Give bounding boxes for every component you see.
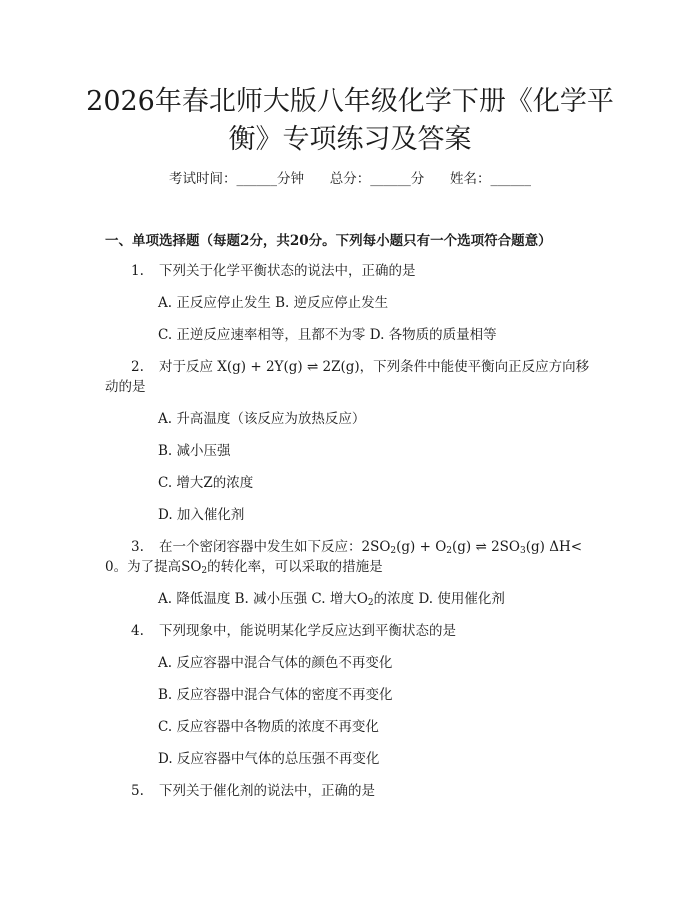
question-1-options-line1: A. 正反应停止发生 B. 逆反应停止发生 <box>158 295 389 311</box>
document-title-line1: 2026年春北师大版八年级化学下册《化学平 <box>86 86 614 117</box>
question-stem: 下列现象中，能说明某化学反应达到平衡状态的是 <box>159 623 456 639</box>
question-number: 4. <box>131 623 144 639</box>
question-5 <box>131 782 375 800</box>
question-3 <box>131 538 582 560</box>
question-number: 1. <box>131 263 144 279</box>
question-4-option-c: C. 反应容器中各物质的浓度不再变化 <box>158 719 379 735</box>
question-number: 3. <box>131 539 144 555</box>
question-4 <box>131 622 456 640</box>
question-2-option-d: D. 加入催化剂 <box>158 507 245 523</box>
question-2-option-a: A. 升高温度（该反应为放热反应） <box>158 411 366 427</box>
question-4-option-d: D. 反应容器中气体的总压强不再变化 <box>158 751 380 767</box>
question-stem: 下列关于催化剂的说法中，正确的是 <box>159 783 375 799</box>
exam-meta: 考试时间：______分钟 总分：______分 姓名：______ <box>169 171 531 187</box>
question-2-option-b: B. 减小压强 <box>158 443 231 459</box>
question-1 <box>131 262 416 280</box>
question-4-option-b: B. 反应容器中混合气体的密度不再变化 <box>158 687 393 703</box>
question-4-option-a: A. 反应容器中混合气体的颜色不再变化 <box>158 655 393 671</box>
question-2 <box>131 358 589 376</box>
question-number: 5. <box>131 783 144 799</box>
question-1-options-line2: C. 正逆反应速率相等，且都不为零 D. 各物质的质量相等 <box>158 327 497 343</box>
question-2-option-c: C. 增大Z的浓度 <box>158 475 254 491</box>
question-3-options: A. 降低温度 B. 减小压强 C. 增大$O_2$的浓度 D. 使用催化剂 <box>158 591 505 608</box>
question-stem: 在一个密闭容器中发生如下反应：$2SO_2(g) + O_2(g)$ ⇌ $2SO_3(g)$ ΔH< <box>159 539 583 556</box>
question-stem: 下列关于化学平衡状态的说法中，正确的是 <box>159 263 416 279</box>
section-heading: 一、单项选择题（每题2分，共20分。下列每小题只有一个选项符合题意） <box>105 233 552 249</box>
question-2-stem-continued: 动的是 <box>105 379 146 395</box>
question-number: 2. <box>131 359 144 375</box>
question-3-stem-continued: 0。为了提高$SO_2$的转化率，可以采取的措施是 <box>105 559 383 576</box>
document-title-line2: 衡》专项练习及答案 <box>228 124 472 155</box>
question-stem: 对于反应 X(g) + 2Y(g) ⇌ 2Z(g)，下列条件中能使平衡向正反应方向移 <box>159 359 590 375</box>
